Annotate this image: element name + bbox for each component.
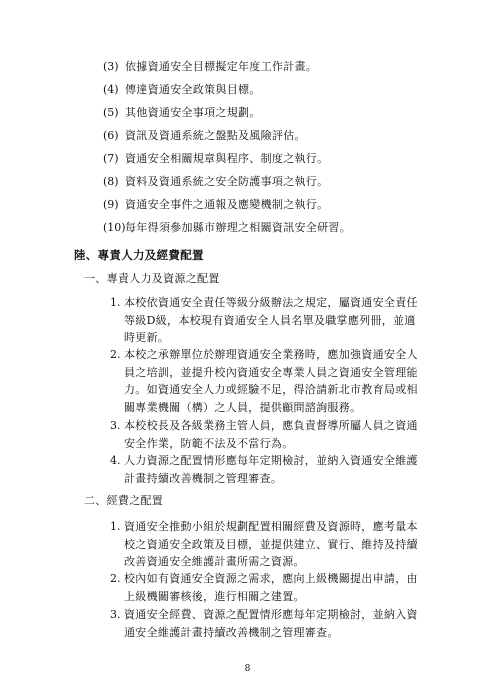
list-item: 傳達資通安全政策與目標。: [125, 83, 261, 96]
subsection-title: 二、經費之配置: [84, 494, 164, 507]
list-number: (6): [103, 129, 119, 142]
list-number: (9): [103, 198, 119, 211]
paragraph: [124, 452, 418, 487]
item-number: 1.: [110, 520, 121, 533]
item-number: 3.: [110, 608, 121, 621]
list-number: (10): [103, 221, 126, 234]
paragraph-line: 力。如資通安全人力或經驗不足，得洽請新北市教育局或相: [124, 383, 418, 396]
paragraph-line: 本校之承辦單位於辦理資通安全業務時，應加強資通安全人: [124, 348, 418, 361]
list-item: 每年得須參加縣市辦理之相關資訊安全研習。: [125, 221, 351, 234]
paragraph-line: 資通安全經費、資源之配置情形應每年定期檢討，並納入資: [124, 608, 418, 621]
paragraph-line: 校之資通安全政策及目標，並提供建立、實行、維持及持續: [124, 537, 418, 551]
paragraph-line: 通安全維護計畫持續改善機制之管理審查。: [124, 625, 339, 639]
item-number: 4.: [110, 454, 121, 467]
paragraph-line: 資通安全推動小組於規劃配置相關經費及資源時，應考量本: [124, 520, 418, 533]
list-number: (8): [103, 175, 119, 188]
item-number: 3.: [110, 419, 121, 432]
list-item: 依據資通安全目標擬定年度工作計畫。: [125, 60, 318, 73]
section-heading: 陸、專責人力及經費配置: [74, 248, 204, 262]
subsection-title: 一、專責人力及資源之配置: [84, 272, 220, 285]
paragraph-line: 本校校長及各級業務主管人員，應負責督導所屬人員之資通: [124, 419, 418, 432]
paragraph-line: 安全作業，防範不法及不當行為。: [124, 436, 294, 450]
list-item: 資訊及資通系統之盤點及風險評估。: [125, 129, 306, 142]
paragraph-line: 計畫持續改善機制之管理審查。: [124, 471, 283, 485]
paragraph-line: 等級D級，本校現有資通安全人員名單及職掌應列冊，並適: [124, 313, 416, 327]
paragraph: [124, 570, 418, 605]
paragraph-line: 員之培訓，並提升校內資通安全專業人員之資通安全管理能: [124, 365, 418, 379]
paragraph: [124, 294, 418, 347]
list-item: 資料及資通系統之安全防護事項之執行。: [125, 175, 329, 188]
item-number: 2.: [110, 572, 121, 585]
paragraph: [124, 606, 418, 641]
paragraph-line: 本校依資通安全責任等級分級辦法之規定，屬資通安全責任: [124, 296, 418, 309]
list-number: (5): [103, 106, 119, 119]
item-number: 1.: [110, 296, 121, 309]
list-number: (7): [103, 152, 119, 165]
list-item: 資通安全事件之通報及應變機制之執行。: [125, 198, 329, 211]
list-number: (4): [103, 83, 119, 96]
list-item: 其他資通安全事項之規劃。: [125, 106, 261, 119]
paragraph-line: 上級機關審核後，進行相關之建置。: [124, 589, 305, 603]
paragraph-line: 人力資源之配置情形應每年定期檢討，並納入資通安全維護: [124, 454, 418, 467]
paragraph: [124, 518, 418, 571]
paragraph-line: 校內如有資通安全資源之需求，應向上級機關提出申請，由: [124, 572, 418, 585]
paragraph-line: 改善資通安全維護計畫所需之資源。: [124, 555, 305, 568]
paragraph: [124, 346, 418, 416]
item-number: 2.: [110, 348, 121, 361]
list-number: (3): [103, 60, 119, 73]
paragraph-line: 關專業機關（構）之人員，提供顧問諮詢服務。: [124, 400, 362, 414]
list-item: 資通安全相關規章與程序、制度之執行。: [125, 152, 329, 165]
paragraph-line: 時更新。: [124, 331, 170, 344]
page-number: 8: [244, 664, 251, 674]
paragraph: [124, 417, 418, 452]
